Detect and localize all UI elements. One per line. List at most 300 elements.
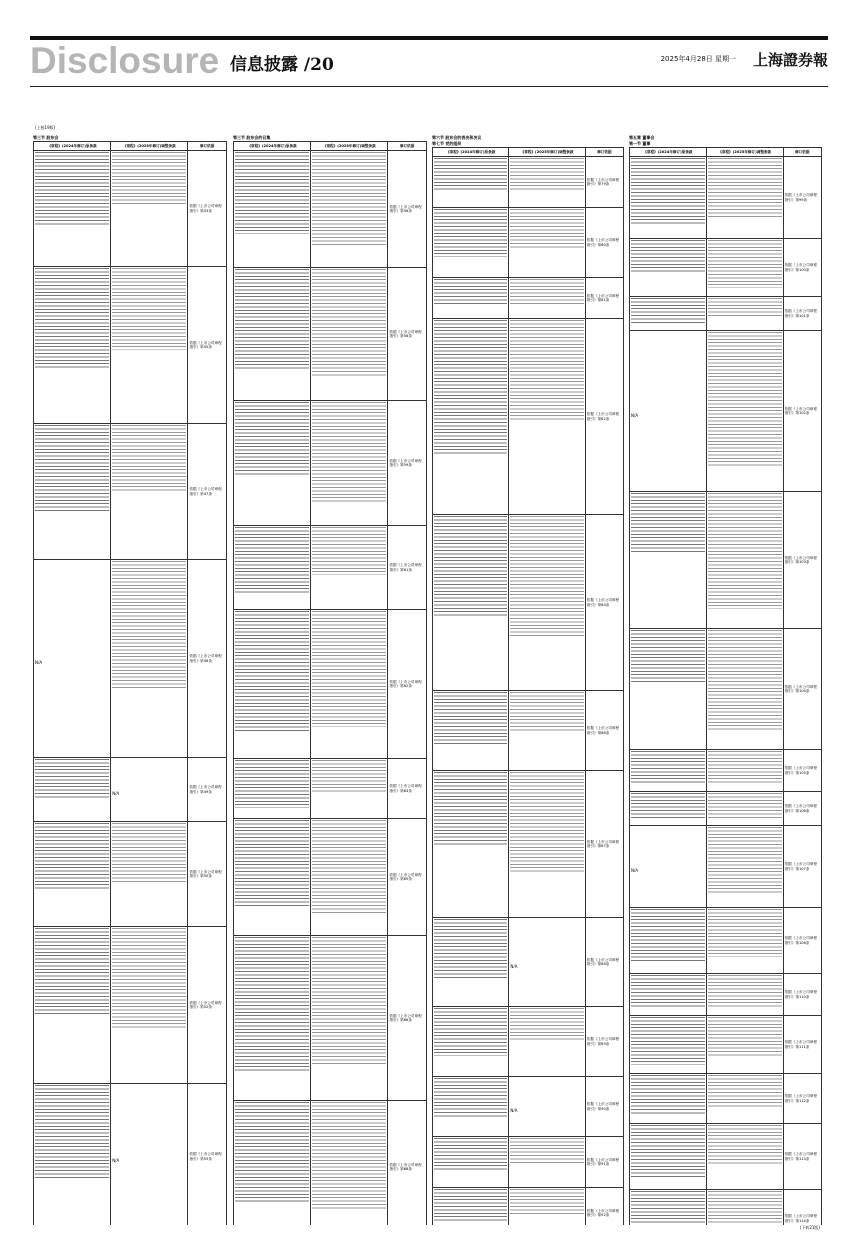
revision-basis-text: 依据《上市公司章程指引》第107条	[784, 862, 817, 871]
clause-text-block	[708, 1075, 782, 1109]
revision-basis-text: 依据《上市公司章程指引》第110条	[784, 990, 817, 999]
revision-basis-cell	[783, 297, 821, 331]
original-clause-cell	[630, 826, 707, 908]
clause-text-block	[312, 937, 386, 1066]
revised-clause-cell	[706, 629, 783, 750]
not-applicable-label: N/A	[112, 1158, 120, 1163]
revision-basis-text: 依据《上市公司章程指引》第100条	[784, 263, 817, 272]
revised-clause-cell	[509, 918, 585, 1007]
revision-basis-text: 依据《上市公司章程指引》第62条	[389, 679, 422, 688]
clause-text-block	[434, 772, 507, 847]
revision-basis-cell	[585, 208, 623, 278]
continued-from-label: (上接19版)	[35, 125, 56, 130]
table-row	[630, 331, 822, 492]
revised-clause-cell	[706, 1190, 783, 1226]
column-header: 《章程》(2025年修订)调整条款	[111, 142, 188, 151]
amendment-column	[233, 135, 427, 1225]
revision-basis-text: 依据《上市公司章程指引》第45条	[189, 340, 222, 349]
table-row	[630, 1190, 822, 1226]
table-row	[234, 610, 427, 759]
amendment-table	[432, 147, 624, 1225]
table-row	[234, 401, 427, 526]
table-row	[34, 151, 227, 267]
original-clause-cell	[234, 1101, 311, 1226]
clause-text-block	[510, 279, 583, 306]
clause-text-block	[434, 320, 507, 456]
clause-text-block	[312, 527, 386, 575]
table-row	[630, 297, 822, 331]
original-clause-cell	[630, 1190, 707, 1226]
clause-text-block	[510, 516, 583, 638]
clause-text-block	[631, 751, 705, 785]
clause-text-block	[434, 919, 507, 980]
clause-text-block	[235, 152, 309, 234]
revision-basis-text: 依据《上市公司章程指引》第84条	[586, 598, 620, 607]
revised-clause-cell	[509, 1188, 585, 1226]
clause-text-block	[631, 493, 705, 554]
revision-basis-cell	[585, 1077, 623, 1137]
original-clause-cell	[433, 319, 509, 515]
original-clause-cell	[34, 151, 111, 267]
revision-basis-cell	[783, 974, 821, 1016]
table-row	[433, 319, 624, 515]
revision-basis-text: 依据《上市公司章程指引》第50条	[189, 869, 222, 878]
clause-text-block	[35, 759, 109, 800]
revision-basis-cell	[388, 819, 427, 936]
revised-clause-cell	[706, 239, 783, 297]
revision-basis-text: 依据《上市公司章程指引》第99条	[784, 193, 817, 202]
revision-basis-text: 依据《上市公司章程指引》第106条	[784, 804, 817, 813]
table-row	[234, 819, 427, 936]
revised-clause-cell	[111, 267, 188, 424]
section-heading: 第六节 股东会的表决和决议	[432, 135, 482, 140]
column-header: 《章程》(2025年修订)调整条款	[509, 148, 585, 157]
revision-basis-text: 依据《上市公司章程指引》第108条	[784, 936, 817, 945]
clause-text-block	[510, 1138, 583, 1165]
clause-text-block	[235, 1102, 309, 1204]
revised-clause-cell	[311, 936, 388, 1101]
clause-text-block	[35, 152, 109, 227]
revision-basis-text: 依据《上市公司章程指引》第59条	[389, 458, 422, 467]
clause-text-block	[708, 751, 782, 785]
section-heading: 第三节 股东会	[33, 135, 59, 140]
clause-text-block	[708, 630, 782, 732]
column-header: 修订依据	[783, 148, 821, 157]
revised-clause-cell	[706, 331, 783, 492]
revised-clause-cell	[509, 691, 585, 771]
revision-basis-cell	[783, 1016, 821, 1074]
revised-clause-cell	[509, 1077, 585, 1137]
table-row	[630, 492, 822, 629]
clause-text-block	[510, 1008, 583, 1042]
table-row	[630, 750, 822, 792]
revision-basis-cell	[783, 1074, 821, 1124]
table-row	[433, 771, 624, 918]
revised-clause-cell	[111, 151, 188, 267]
revision-basis-text: 依据《上市公司章程指引》第114条	[784, 1214, 817, 1223]
revision-basis-cell	[585, 918, 623, 1007]
column-header: 修订依据	[188, 142, 227, 151]
clause-text-block	[235, 611, 309, 733]
table-row	[630, 792, 822, 826]
revision-basis-text: 依据《上市公司章程指引》第43条	[189, 204, 222, 213]
clause-text-block	[434, 1008, 507, 1056]
original-clause-cell	[630, 974, 707, 1016]
clause-text-block	[312, 1102, 386, 1211]
revision-basis-cell	[188, 151, 227, 267]
original-clause-cell	[630, 331, 707, 492]
column-header: 《章程》(2024年修订)原条款	[433, 148, 509, 157]
clause-text-block	[708, 493, 782, 609]
revision-basis-text: 依据《上市公司章程指引》第111条	[784, 1040, 817, 1049]
revision-basis-cell	[783, 826, 821, 908]
clause-text-block	[112, 928, 186, 1030]
revised-clause-cell	[311, 819, 388, 936]
clause-text-block	[631, 1017, 705, 1065]
clause-text-block	[35, 928, 109, 1016]
clause-text-block	[434, 279, 507, 306]
clause-text-block	[112, 823, 186, 884]
table-row	[234, 526, 427, 610]
clause-text-block	[631, 1125, 705, 1179]
revision-basis-cell	[585, 1007, 623, 1077]
column-header: 《章程》(2024年修订)原条款	[34, 142, 111, 151]
clause-text-block	[510, 209, 583, 250]
revised-clause-cell	[706, 826, 783, 908]
table-row	[630, 629, 822, 750]
original-clause-cell	[630, 629, 707, 750]
revision-basis-cell	[783, 492, 821, 629]
clause-text-block	[708, 1017, 782, 1058]
revision-basis-text: 依据《上市公司章程指引》第49条	[189, 785, 222, 794]
clause-text-block	[708, 827, 782, 895]
revision-basis-cell	[188, 927, 227, 1084]
clause-text-block	[312, 402, 386, 504]
column-header: 修订依据	[585, 148, 623, 157]
revised-clause-cell	[706, 1016, 783, 1074]
newspaper-name: 上海證券報	[752, 51, 828, 69]
clause-text-block	[35, 425, 109, 513]
revision-basis-cell	[388, 610, 427, 759]
table-row	[234, 268, 427, 401]
clause-text-block	[631, 793, 705, 820]
table-row	[433, 918, 624, 1007]
original-clause-cell	[34, 927, 111, 1084]
table-header-row	[234, 142, 427, 151]
column-header: 修订依据	[388, 142, 427, 151]
revision-basis-text: 依据《上市公司章程指引》第105条	[784, 766, 817, 775]
revised-clause-cell	[509, 319, 585, 515]
table-row	[34, 758, 227, 822]
revised-clause-cell	[311, 268, 388, 401]
table-row	[34, 560, 227, 758]
original-clause-cell	[34, 1084, 111, 1226]
revision-basis-text: 依据《上市公司章程指引》第80条	[586, 238, 620, 247]
disclosure-page	[33, 123, 824, 1233]
original-clause-cell	[433, 1077, 509, 1137]
table-row	[630, 1016, 822, 1074]
column-header: 《章程》(2025年修订)调整条款	[706, 148, 783, 157]
revision-basis-cell	[585, 691, 623, 771]
table-row	[234, 1101, 427, 1226]
revised-clause-cell	[311, 526, 388, 610]
revision-basis-text: 依据《上市公司章程指引》第63条	[389, 784, 422, 793]
not-applicable-label: N/A	[510, 963, 518, 969]
table-row	[630, 157, 822, 239]
revised-clause-cell	[509, 1137, 585, 1188]
revision-basis-cell	[388, 759, 427, 819]
clause-text-block	[708, 158, 782, 219]
revision-basis-text: 依据《上市公司章程指引》第88条	[586, 957, 620, 966]
revision-basis-cell	[188, 560, 227, 758]
clause-text-block	[631, 909, 705, 963]
revision-basis-text: 依据《上市公司章程指引》第68条	[389, 1162, 422, 1171]
clause-text-block	[235, 820, 309, 908]
revised-clause-cell	[111, 927, 188, 1084]
revision-basis-cell	[188, 1084, 227, 1226]
revised-clause-cell	[509, 1007, 585, 1077]
clause-text-block	[434, 516, 507, 618]
revision-basis-cell	[783, 1124, 821, 1190]
section-heading: 第七节 党的组织	[432, 141, 462, 146]
table-row	[433, 515, 624, 691]
table-row	[34, 927, 227, 1084]
amendment-column	[432, 135, 624, 1225]
column-header: 《章程》(2024年修订)原条款	[630, 148, 707, 157]
revised-clause-cell	[706, 1124, 783, 1190]
revision-basis-text: 依据《上市公司章程指引》第79条	[586, 177, 620, 186]
revision-basis-cell	[388, 151, 427, 268]
original-clause-cell	[34, 758, 111, 822]
original-clause-cell	[433, 208, 509, 278]
revision-basis-text: 依据《上市公司章程指引》第66条	[389, 1013, 422, 1022]
table-row	[234, 936, 427, 1101]
original-clause-cell	[234, 526, 311, 610]
revised-clause-cell	[311, 759, 388, 819]
original-clause-cell	[34, 424, 111, 560]
clause-text-block	[708, 1191, 782, 1225]
revision-basis-cell	[585, 157, 623, 208]
original-clause-cell	[34, 560, 111, 758]
revision-basis-cell	[783, 629, 821, 750]
table-row	[433, 208, 624, 278]
table-row	[630, 1124, 822, 1190]
clause-text-block	[112, 425, 186, 493]
amendment-table	[629, 147, 822, 1225]
clause-text-block	[708, 240, 782, 288]
revision-basis-cell	[585, 515, 623, 691]
original-clause-cell	[234, 819, 311, 936]
revision-basis-text: 依据《上市公司章程指引》第47条	[189, 487, 222, 496]
revised-clause-cell	[311, 401, 388, 526]
revision-basis-text: 依据《上市公司章程指引》第61条	[389, 563, 422, 572]
table-row	[34, 424, 227, 560]
table-row	[34, 822, 227, 927]
clause-text-block	[235, 269, 309, 371]
revised-clause-cell	[509, 157, 585, 208]
revision-basis-cell	[783, 908, 821, 974]
revised-clause-cell	[311, 610, 388, 759]
clause-text-block	[708, 1125, 782, 1166]
revision-basis-text: 依据《上市公司章程指引》第55条	[189, 1152, 222, 1161]
revised-clause-cell	[706, 1074, 783, 1124]
clause-text-block	[434, 1078, 507, 1119]
clause-text-block	[312, 820, 386, 915]
revision-basis-text: 依据《上市公司章程指引》第58条	[389, 329, 422, 338]
revised-clause-cell	[706, 750, 783, 792]
table-header-row	[34, 142, 227, 151]
section-heading: 第三节 股东会的召集	[233, 135, 271, 140]
original-clause-cell	[234, 151, 311, 268]
revised-clause-cell	[509, 278, 585, 319]
revised-clause-cell	[111, 560, 188, 758]
original-clause-cell	[630, 750, 707, 792]
clause-text-block	[708, 332, 782, 468]
issue-date: 2025年4月28日 星期一	[660, 55, 736, 63]
revision-basis-text: 依据《上市公司章程指引》第86条	[586, 726, 620, 735]
revision-basis-cell	[388, 526, 427, 610]
revised-clause-cell	[509, 771, 585, 918]
revision-basis-cell	[783, 239, 821, 297]
table-row	[433, 1007, 624, 1077]
table-row	[630, 1074, 822, 1124]
revision-basis-text: 依据《上市公司章程指引》第92条	[586, 1208, 620, 1217]
column-header: 《章程》(2025年修订)调整条款	[311, 142, 388, 151]
original-clause-cell	[34, 822, 111, 927]
original-clause-cell	[433, 278, 509, 319]
table-row	[630, 974, 822, 1016]
original-clause-cell	[234, 610, 311, 759]
revision-basis-cell	[585, 278, 623, 319]
original-clause-cell	[234, 936, 311, 1101]
clause-text-block	[112, 561, 186, 690]
clause-text-block	[631, 1075, 705, 1116]
brand-wordmark: Disclosure	[30, 40, 220, 81]
clause-text-block	[631, 1191, 705, 1225]
clause-text-block	[510, 692, 583, 733]
original-clause-cell	[34, 267, 111, 424]
clause-text-block	[235, 937, 309, 1073]
original-clause-cell	[433, 1137, 509, 1188]
revision-basis-cell	[585, 1188, 623, 1226]
original-clause-cell	[630, 1016, 707, 1074]
revision-basis-cell	[188, 267, 227, 424]
table-header-row	[630, 148, 822, 157]
revision-basis-text: 依据《上市公司章程指引》第101条	[784, 309, 817, 318]
not-applicable-label: N/A	[510, 1108, 518, 1113]
revision-basis-text: 依据《上市公司章程指引》第48条	[189, 654, 222, 663]
clause-text-block	[708, 298, 782, 318]
clause-text-block	[434, 158, 507, 192]
revised-clause-cell	[111, 822, 188, 927]
table-row	[234, 759, 427, 819]
not-applicable-label: N/A	[631, 868, 639, 873]
revision-basis-cell	[188, 424, 227, 560]
table-row	[34, 267, 227, 424]
clause-text-block	[35, 268, 109, 370]
clause-text-block	[312, 760, 386, 794]
not-applicable-label: N/A	[35, 660, 43, 665]
section-title: 信息披露 /20	[230, 55, 334, 75]
clause-text-block	[708, 975, 782, 1009]
revision-basis-text: 依据《上市公司章程指引》第87条	[586, 839, 620, 848]
revision-basis-cell	[388, 936, 427, 1101]
table-row	[433, 278, 624, 319]
amendment-table	[233, 141, 427, 1225]
revised-clause-cell	[706, 492, 783, 629]
revision-basis-text: 依据《上市公司章程指引》第89条	[586, 1037, 620, 1046]
original-clause-cell	[234, 759, 311, 819]
revision-basis-cell	[388, 1101, 427, 1226]
revised-clause-cell	[706, 157, 783, 239]
revision-basis-text: 依据《上市公司章程指引》第81条	[586, 293, 620, 302]
revised-clause-cell	[706, 297, 783, 331]
original-clause-cell	[433, 157, 509, 208]
revision-basis-cell	[783, 331, 821, 492]
revision-basis-text: 依据《上市公司章程指引》第56条	[389, 204, 422, 213]
original-clause-cell	[630, 908, 707, 974]
revised-clause-cell	[111, 1084, 188, 1226]
original-clause-cell	[433, 691, 509, 771]
revised-clause-cell	[111, 424, 188, 560]
revision-basis-text: 依据《上市公司章程指引》第113条	[784, 1152, 817, 1161]
column-header: 《章程》(2024年修订)原条款	[234, 142, 311, 151]
clause-text-block	[35, 1085, 109, 1180]
original-clause-cell	[234, 401, 311, 526]
original-clause-cell	[630, 1074, 707, 1124]
revised-clause-cell	[509, 208, 585, 278]
revision-basis-cell	[388, 268, 427, 401]
clause-text-block	[112, 268, 186, 350]
revision-basis-cell	[585, 1137, 623, 1188]
original-clause-cell	[433, 771, 509, 918]
table-row	[433, 1077, 624, 1137]
original-clause-cell	[433, 1188, 509, 1226]
clause-text-block	[312, 269, 386, 378]
amendment-column	[33, 135, 227, 1225]
clause-text-block	[631, 298, 705, 325]
clause-text-block	[235, 402, 309, 477]
table-row	[433, 1188, 624, 1226]
revision-basis-text: 依据《上市公司章程指引》第103条	[784, 555, 817, 564]
clause-text-block	[708, 793, 782, 820]
revision-basis-cell	[783, 1190, 821, 1226]
clause-text-block	[510, 320, 583, 422]
clause-text-block	[434, 1189, 507, 1223]
revised-clause-cell	[706, 908, 783, 974]
table-row	[34, 1084, 227, 1226]
original-clause-cell	[433, 515, 509, 691]
header-rule	[30, 86, 828, 87]
continued-to-label: (下转21版)	[799, 1225, 820, 1230]
revision-basis-cell	[585, 771, 623, 918]
section-heading: 第一节 董事	[629, 141, 651, 146]
clause-text-block	[631, 630, 705, 684]
revision-basis-text: 依据《上市公司章程指引》第91条	[586, 1157, 620, 1166]
not-applicable-label: N/A	[112, 791, 120, 796]
clause-text-block	[434, 1138, 507, 1172]
original-clause-cell	[234, 268, 311, 401]
table-row	[433, 1137, 624, 1188]
revision-basis-cell	[388, 401, 427, 526]
clause-text-block	[235, 527, 309, 595]
table-header-row	[433, 148, 624, 157]
clause-text-block	[112, 152, 186, 206]
revised-clause-cell	[111, 758, 188, 822]
clause-text-block	[312, 152, 386, 247]
clause-text-block	[510, 772, 583, 874]
revision-basis-cell	[188, 822, 227, 927]
